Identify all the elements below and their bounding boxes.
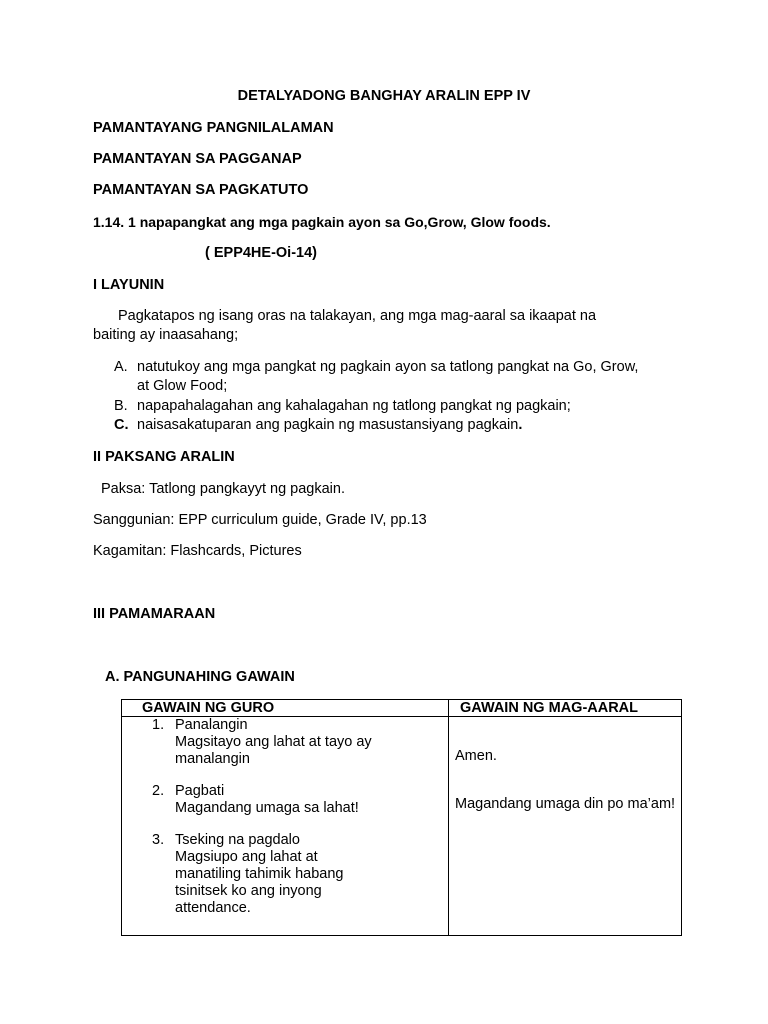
table-header-row — [122, 700, 682, 717]
item-number: 3. — [152, 832, 165, 848]
guro-item-2 — [152, 783, 359, 817]
standard-performance: PAMANTAYAN SA PAGGANAP — [93, 151, 302, 167]
list-item-text: at Glow Food; — [137, 378, 228, 394]
item-number: 1. — [152, 717, 165, 733]
item-line: Tseking na pagdalo — [175, 832, 300, 848]
item-line: Magsiupo ang lahat at — [175, 849, 318, 865]
item-line: attendance. — [175, 900, 251, 916]
column-header-guro: GAWAIN NG GURO — [122, 700, 449, 717]
table-row — [122, 717, 682, 936]
guro-item-3 — [152, 832, 344, 917]
list-item-text: napapahalagahan ang kahalagahan ng tatlong pangkat ng pagkain; — [137, 398, 571, 414]
list-item-letter: C. — [114, 417, 129, 433]
paksa-heading: II PAKSANG ARALIN — [93, 449, 235, 465]
item-number: 2. — [152, 783, 165, 799]
item-line: Pagbati — [175, 783, 225, 799]
competency-code: ( EPP4HE-Oi-14) — [205, 245, 317, 261]
list-item-period: . — [518, 417, 523, 433]
item-line: tsinitsek ko ang inyong — [175, 883, 322, 899]
item-line: manatiling tahimik habang — [175, 866, 344, 882]
layunin-intro-line2: baiting ay inaasahang; — [93, 327, 239, 343]
layunin-heading: I LAYUNIN — [93, 277, 165, 293]
mag-aaral-cell — [449, 717, 682, 936]
pangunahing-gawain-heading: A. PANGUNAHING GAWAIN — [105, 669, 295, 685]
list-item-body: naisasakatuparan ang pagkain ng masustansiyang pagkain — [137, 417, 519, 433]
activity-table — [121, 699, 682, 936]
column-header-mag-aaral: GAWAIN NG MAG-AARAL — [449, 700, 682, 717]
response-amen: Amen. — [455, 748, 497, 764]
list-item-text — [137, 416, 522, 434]
pamamaraan-heading: III PAMAMARAAN — [93, 606, 216, 622]
item-line: Panalangin — [175, 717, 248, 733]
kagamitan-text: Kagamitan: Flashcards, Pictures — [93, 543, 302, 559]
list-item-letter: A. — [114, 359, 128, 375]
guro-cell — [122, 717, 449, 936]
response-greeting: Magandang umaga din po ma’am! — [455, 796, 676, 812]
sanggunian-text: Sanggunian: EPP curriculum guide, Grade IV, pp.13 — [93, 512, 427, 528]
standard-content: PAMANTAYANG PANGNILALAMAN — [93, 120, 334, 136]
item-line: manalangin — [175, 751, 250, 767]
competency: 1.14. 1 napapangkat ang mga pagkain ayon sa Go,Grow, Glow foods. — [93, 214, 551, 230]
standard-learning: PAMANTAYAN SA PAGKATUTO — [93, 182, 309, 198]
item-line: Magsitayo ang lahat at tayo ay — [175, 734, 372, 750]
item-line: Magandang umaga sa lahat! — [175, 800, 359, 816]
paksa-text: Paksa: Tatlong pangkayyt ng pagkain. — [101, 481, 345, 497]
list-item-text: natutukoy ang mga pangkat ng pagkain ayon sa tatlong pangkat na Go, Grow, — [137, 359, 639, 375]
document-title: DETALYADONG BANGHAY ARALIN EPP IV — [237, 88, 531, 104]
guro-item-1 — [152, 717, 372, 768]
layunin-intro-line1: Pagkatapos ng isang oras na talakayan, ang mga mag-aaral sa ikaapat na — [118, 308, 597, 324]
list-item-letter: B. — [114, 398, 128, 414]
